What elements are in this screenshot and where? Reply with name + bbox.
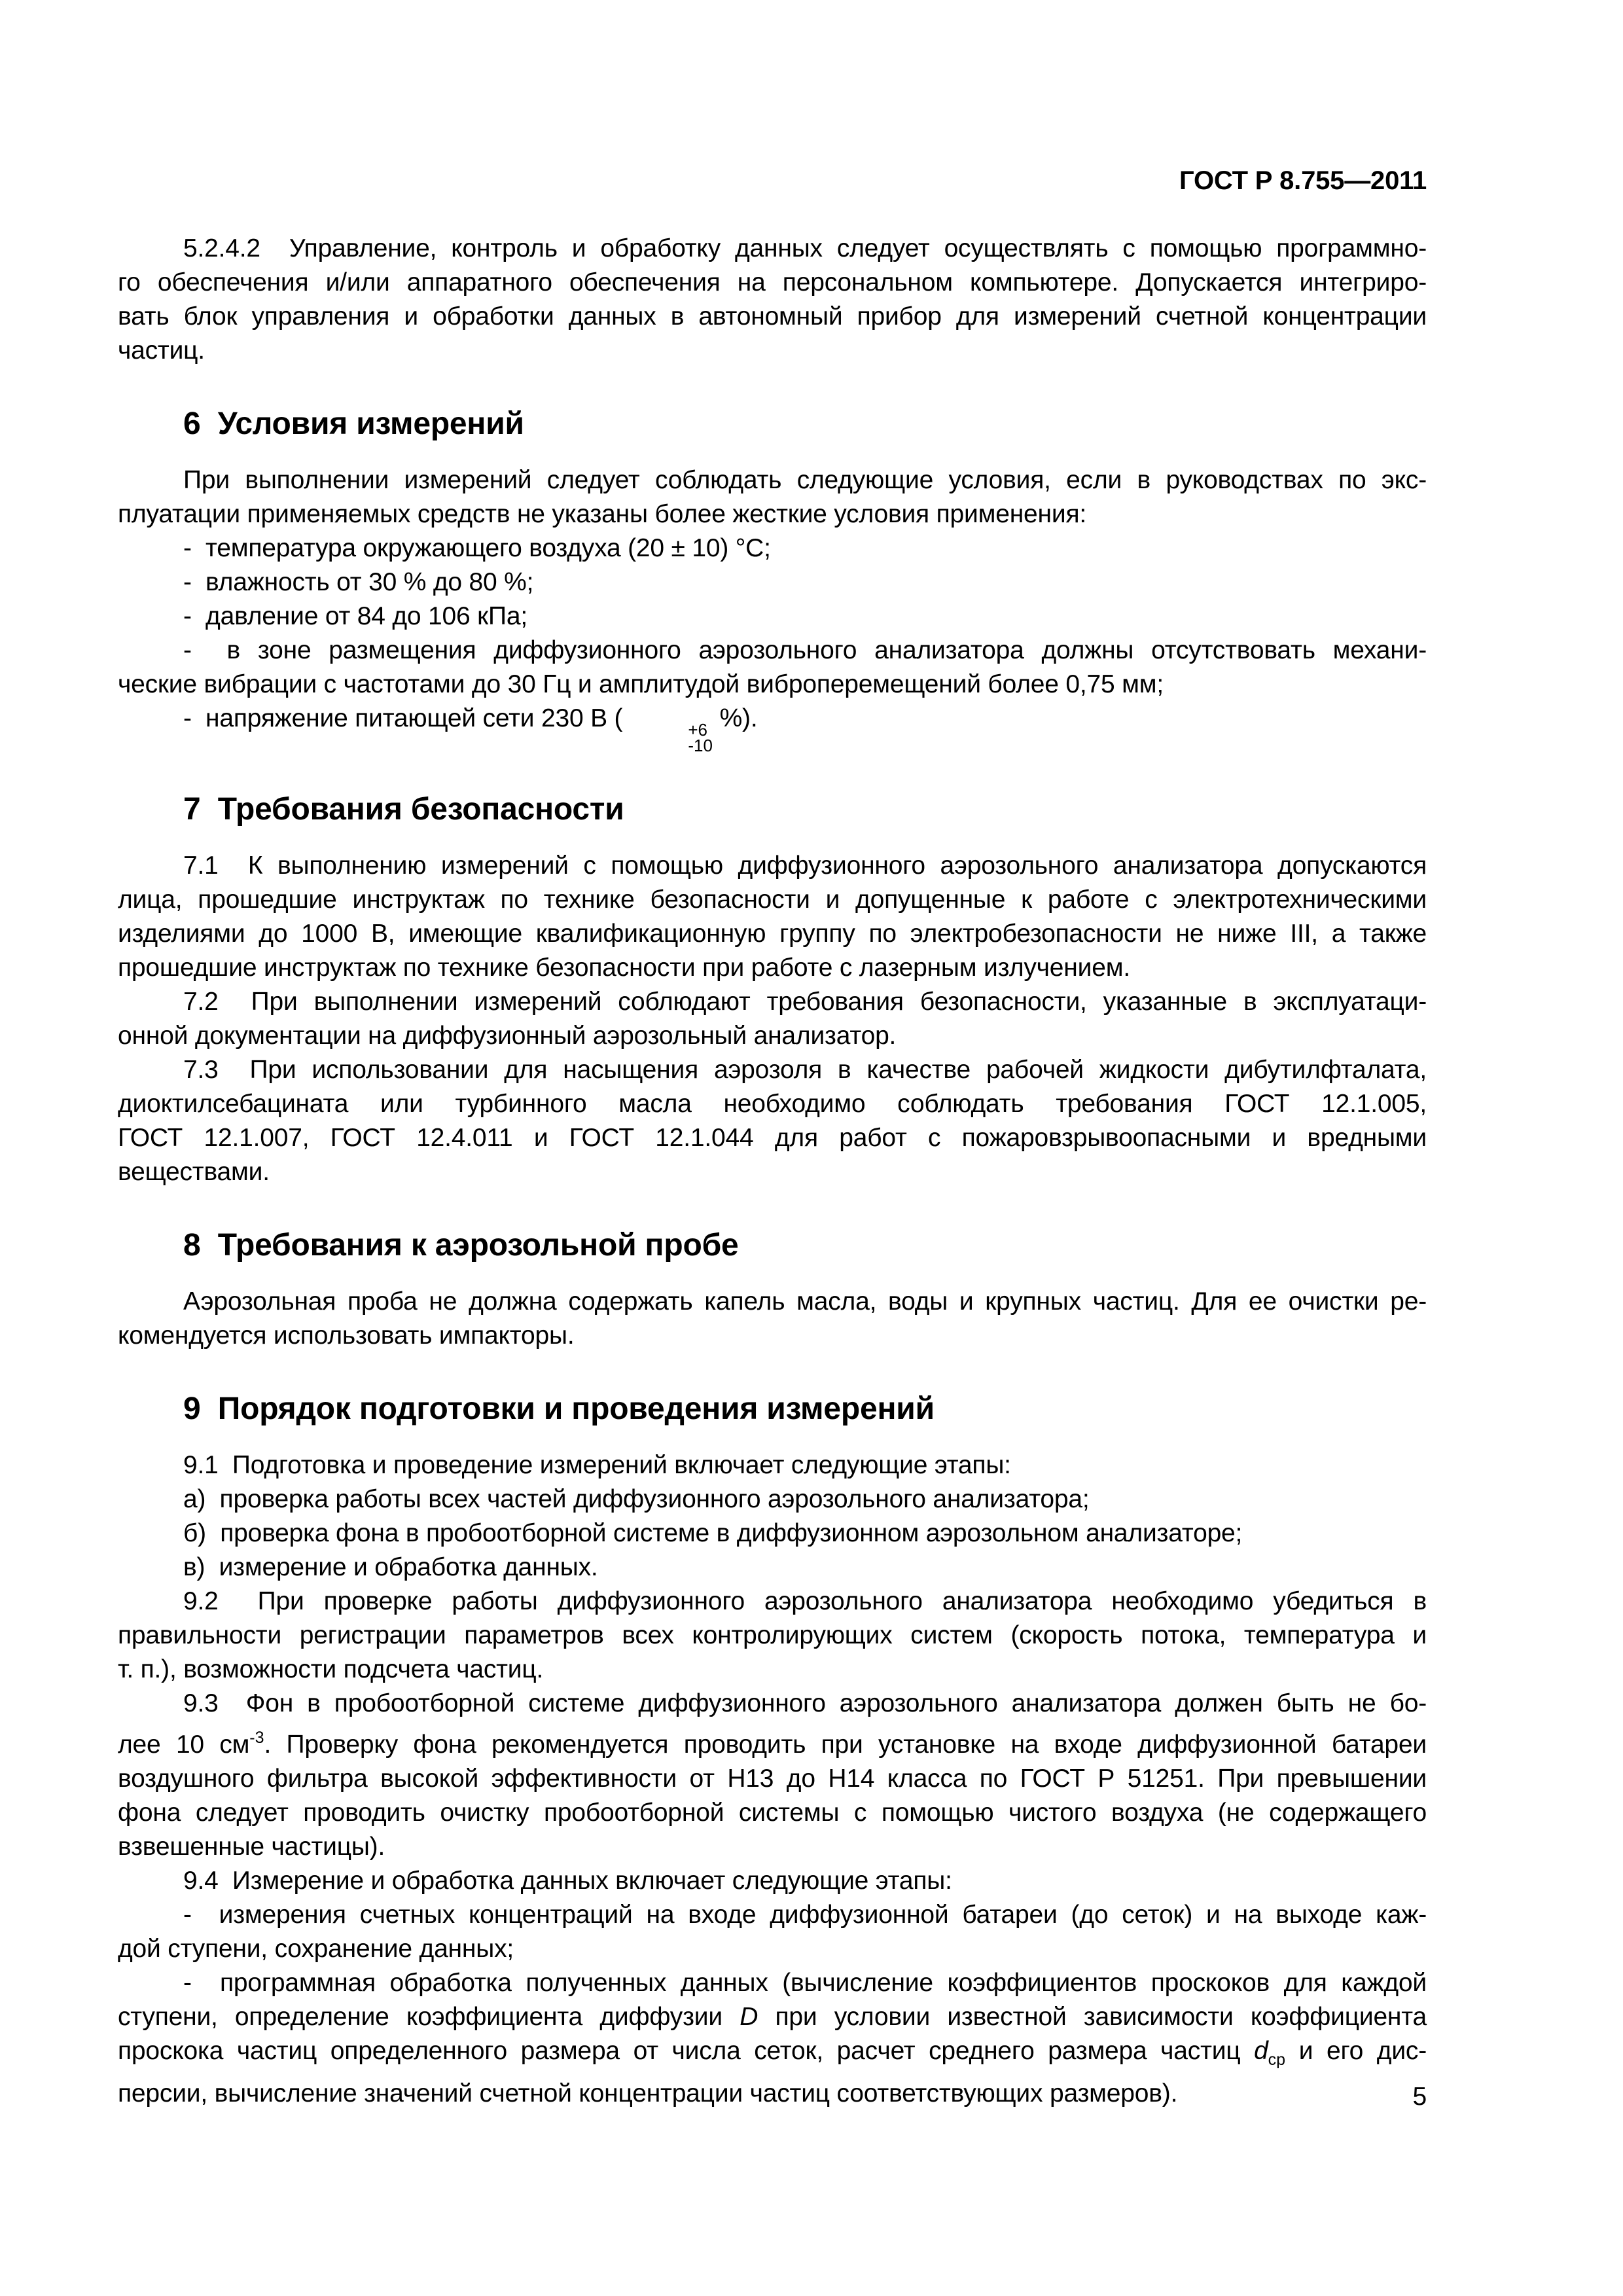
text-line [118,600,1427,634]
text-line [118,531,1427,565]
text-line [118,1551,1427,1585]
text-run: 9.2 При проверке работы диффузионного аэрозольного анализатора необходимо убедиться в [183,1587,1427,1615]
text-run: онной документации на диффузионный аэрозольный анализатор. [118,1022,897,1050]
text-run: 9.4 Измерение и обработка данных включает следующие этапы: [183,1867,952,1895]
tolerance-lower: -10 [688,736,713,755]
section-7-heading: 7 Требования безопасности [183,792,624,827]
section-6-intro [118,463,1427,531]
clause-9-4 [118,1864,1427,1898]
text-line [118,702,1427,753]
clause-5-2-4-2 [118,232,1427,368]
text-line [118,2034,1427,2077]
text-run: - в зоне размещения диффузионного аэрозольного анализатора должны отсутствовать механи- [183,636,1427,664]
superscript: -3 [249,1729,264,1747]
text-run: прошедшие инструктаж по технике безопасности при работе с лазерным излучением. [118,954,1130,982]
text-line [118,1053,1427,1087]
text-run: веществами. [118,1158,270,1186]
text-line [118,1966,1427,2000]
text-line [118,1830,1427,1864]
text-run: воздушного фильтра высокой эффективности от Н13 до Н14 класса по ГОСТ Р 51251. При превышении [118,1765,1427,1793]
page-number: 5 [1412,2083,1427,2111]
text-run: лее 10 см [118,1731,250,1759]
text-line [118,883,1427,917]
tolerance-stack [622,722,713,753]
clause-9-4-bullet-1 [118,1898,1427,1966]
condition-voltage [118,702,1427,753]
text-line [118,565,1427,600]
text-run: частиц. [118,336,205,365]
text-line [118,1285,1427,1319]
document-code: ГОСТ Р 8.755—2011 [1179,166,1427,195]
text-run: диоктилсебацината или турбинного масла необходимо соблюдать требования ГОСТ 12.1.005, [118,1090,1427,1118]
text-run: персии, вычисление значений счетной концентрации частиц соответствующих размеров). [118,2079,1178,2108]
clause-9-1-item-a [118,1482,1427,1516]
text-run: фона следует проводить очистку пробоотборной системы с помощью чистого воздуха (не содержащего [118,1799,1427,1827]
text-run: го обеспечения и/или аппаратного обеспечения на персональном компьютере. Допускается интегриро- [118,268,1427,296]
section-9-heading: 9 Порядок подготовки и проведения измерений [183,1391,935,1426]
clause-7-1 [118,849,1427,985]
clause-7-2 [118,985,1427,1053]
text-line [118,1087,1427,1121]
text-line [118,1762,1427,1796]
text-run: 9.3 Фон в пробоотборной системе диффузионного аэрозольного анализатора должен быть не бо- [183,1689,1427,1717]
clause-7-3 [118,1053,1427,1189]
text-run: изделиями до 1000 В, имеющие квалификационную группу по электробезопасности не ниже III, а также [118,920,1427,948]
text-line [118,1898,1427,1932]
text-line [118,1721,1427,1762]
text-line [118,951,1427,985]
text-run: б) проверка фона в пробоотборной системе в диффузионном аэрозольном анализаторе; [183,1519,1243,1547]
section-6-heading: 6 Условия измерений [183,406,524,441]
text-run: в) измерение и обработка данных. [183,1553,598,1581]
document-body [118,232,1427,2111]
text-line [118,1448,1427,1482]
condition-vibration [118,634,1427,702]
clause-9-1-item-b [118,1516,1427,1551]
text-run: - измерения счетных концентраций на входе диффузионной батареи (до сеток) и на выходе каж- [183,1901,1427,1929]
text-line [118,1155,1427,1189]
text-run: 5.2.4.2 Управление, контроль и обработку данных следует осуществлять с помощью программно- [183,234,1427,262]
italic-symbol: d [1254,2037,1268,2065]
text-line [118,232,1427,266]
text-line [118,1653,1427,1687]
text-line [118,266,1427,300]
clause-9-2 [118,1585,1427,1687]
text-run: вать блок управления и обработки данных в автономный прибор для измерений счетной концентрации [118,302,1427,331]
text-line [118,917,1427,951]
text-run: правильности регистрации параметров всех контролирующих систем (скорость потока, температура и [118,1621,1427,1649]
text-line [118,1482,1427,1516]
clause-9-4-bullet-2 [118,1966,1427,2111]
text-run: ступени, определение коэффициента диффузии [118,2003,740,2031]
italic-symbol: D [740,2003,758,2031]
text-line [118,668,1427,702]
text-line [118,2000,1427,2034]
text-run: и его дис- [1285,2037,1427,2065]
text-line [118,1932,1427,1966]
text-run: т. п.), возможности подсчета частиц. [118,1655,544,1683]
text-run: ГОСТ 12.1.007, ГОСТ 12.4.011 и ГОСТ 12.1.044 для работ с пожаровзрывоопасными и вредными [118,1124,1427,1152]
clause-9-3 [118,1687,1427,1864]
text-run: - температура окружающего воздуха (20 ± 10) °С; [183,534,771,562]
text-run: 9.1 Подготовка и проведение измерений включает следующие этапы: [183,1451,1011,1479]
text-line [118,849,1427,883]
text-run: взвешенные частицы). [118,1833,385,1861]
text-line [118,1864,1427,1898]
condition-temperature [118,531,1427,565]
text-line [118,463,1427,497]
text-run: проскока частиц определенного размера от числа сеток, расчет среднего размера частиц [118,2037,1255,2065]
text-line [118,1796,1427,1830]
text-run: а) проверка работы всех частей диффузионного аэрозольного анализатора; [183,1485,1090,1513]
subscript: ср [1268,2051,1286,2069]
text-line [118,497,1427,531]
clause-9-1-item-v [118,1551,1427,1585]
text-line [118,2077,1427,2111]
section-8-heading: 8 Требования к аэрозольной пробе [183,1228,739,1263]
text-line [118,634,1427,668]
tolerance-upper: +6 [688,720,708,740]
text-run: - программная обработка полученных данных (вычисление коэффициентов проскоков для каждой [183,1969,1427,1997]
text-run: лица, прошедшие инструктаж по технике безопасности и допущенные к работе с электротехническими [118,886,1427,914]
text-line [118,985,1427,1019]
text-line [118,1019,1427,1053]
text-run: 7.3 При использовании для насыщения аэрозоля в качестве рабочей жидкости дибутилфталата, [183,1056,1427,1084]
text-line [118,334,1427,368]
condition-humidity [118,565,1427,600]
text-run: 7.2 При выполнении измерений соблюдают требования безопасности, указанные в эксплуатаци- [183,988,1427,1016]
text-line [118,300,1427,334]
text-run: 7.1 К выполнению измерений с помощью диффузионного аэрозольного анализатора допускаются [183,852,1427,880]
text-run: - влажность от 30 % до 80 %; [183,568,534,596]
text-run: комендуется использовать импакторы. [118,1321,575,1350]
text-line [118,1516,1427,1551]
text-run: - напряжение питающей сети 230 В ( [183,704,623,732]
text-line [118,1121,1427,1155]
clause-9-1 [118,1448,1427,1482]
text-run: . Проверку фона рекомендуется проводить при установке на входе диффузионной батареи [264,1731,1427,1759]
text-line [118,1619,1427,1653]
text-run: ческие вибрации с частотами до 30 Гц и амплитудой виброперемещений более 0,75 мм; [118,670,1164,698]
text-line [118,1585,1427,1619]
section-8-text [118,1285,1427,1353]
condition-pressure [118,600,1427,634]
text-run: При выполнении измерений следует соблюдать следующие условия, если в руководствах по экс- [183,466,1427,494]
text-line [118,1687,1427,1721]
text-run: - давление от 84 до 106 кПа; [183,602,527,630]
text-line [118,1319,1427,1353]
text-run: дой ступени, сохранение данных; [118,1935,514,1963]
text-run: при условии известной зависимости коэффициента [758,2003,1427,2031]
text-run: Аэрозольная проба не должна содержать капель масла, воды и крупных частиц. Для ее очистки ре- [183,1287,1427,1316]
text-run: плуатации применяемых средств не указаны более жесткие условия применения: [118,500,1087,528]
text-run: %). [712,704,758,732]
